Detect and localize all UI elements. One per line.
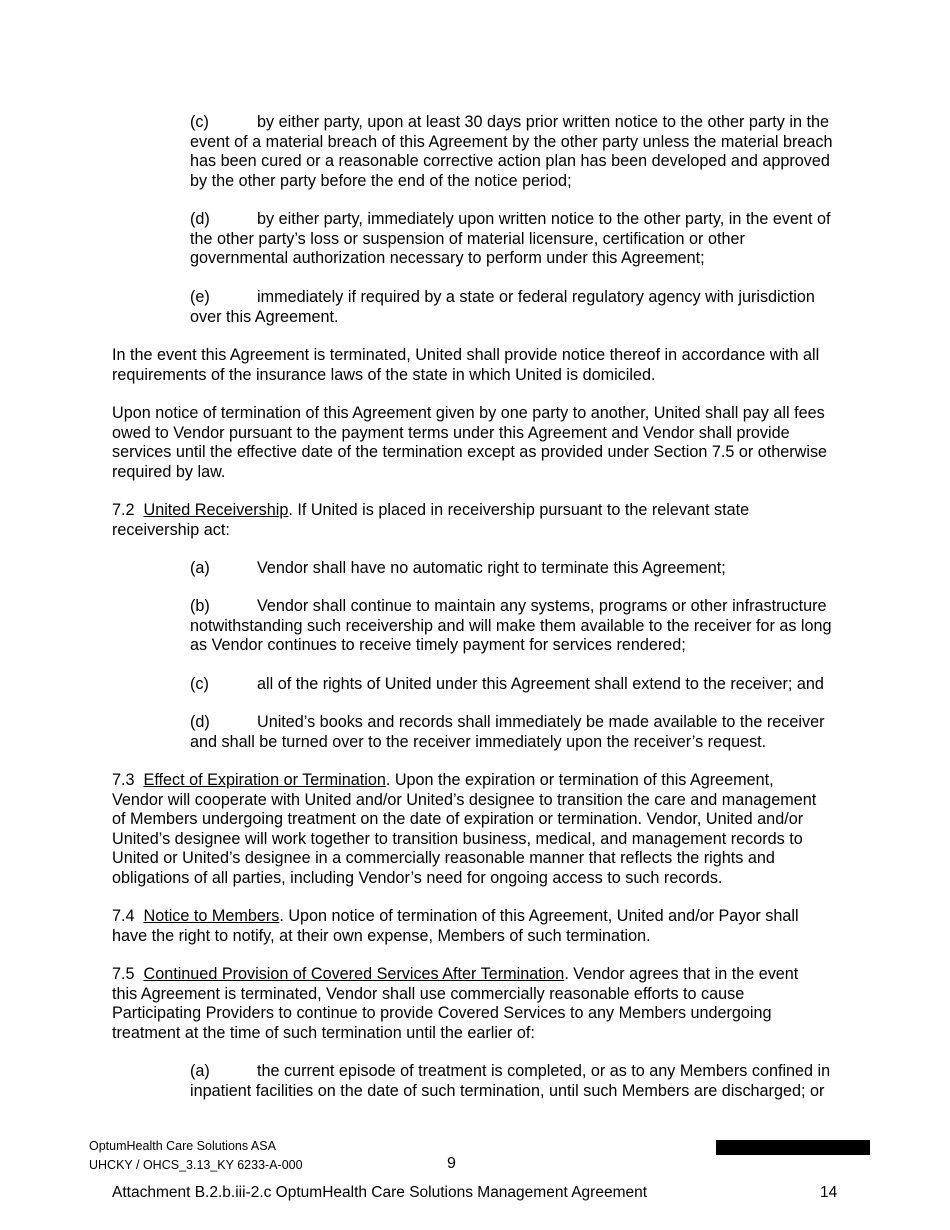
- item-text: inpatient facilities on the date of such termination, until such Members are discharged; or: [190, 1081, 825, 1100]
- list-item: [190, 288, 815, 327]
- item-text: United’s books and records shall immediately be made available to the receiver: [257, 713, 825, 731]
- section-number: 7.2: [112, 501, 135, 519]
- paragraph-line: services until the effective date of the termination except as provided under Section 7.5 or otherwise: [112, 443, 828, 462]
- section-heading: United Receivership: [143, 501, 289, 519]
- item-text: over this Agreement.: [190, 307, 339, 326]
- section-7-4: [112, 907, 799, 946]
- item-text: by either party, immediately upon written notice to the other party, in the event of: [257, 210, 831, 228]
- list-item: [190, 210, 830, 269]
- item-label: (a): [190, 559, 210, 577]
- section-text: have the right to notify, at their own expense, Members of such termination.: [112, 926, 651, 945]
- list-item: [190, 675, 824, 695]
- item-text: by the other party before the end of the notice period;: [190, 171, 572, 190]
- item-label: (e): [190, 288, 210, 306]
- footer-code: UHCKY / OHCS_3.13_KY 6233-A-000: [89, 1158, 303, 1172]
- section-7-3: [112, 771, 816, 889]
- paragraph-line: requirements of the insurance laws of the state in which United is domiciled.: [112, 365, 656, 384]
- section-number: 7.3: [112, 771, 135, 789]
- item-label: (d): [190, 713, 210, 731]
- section-text: obligations of all parties, including Vendor’s need for ongoing access to such records.: [112, 868, 723, 887]
- section-7-2: [112, 501, 749, 540]
- item-label: (a): [190, 1062, 210, 1080]
- list-item: [190, 113, 832, 191]
- item-text: the current episode of treatment is completed, or as to any Members confined in: [257, 1062, 831, 1080]
- item-label: (c): [190, 113, 209, 131]
- list-item: [190, 713, 824, 752]
- item-text: has been cured or a reasonable corrective action plan has been developed and approved: [190, 152, 830, 171]
- section-text: Participating Providers to continue to provide Covered Services to any Members undergoing: [112, 1004, 772, 1023]
- section-number: 7.4: [112, 907, 135, 925]
- list-item: [190, 1062, 830, 1101]
- paragraph-fees: [112, 404, 827, 482]
- section-heading: Continued Provision of Covered Services After Termination: [143, 965, 565, 983]
- item-text: the other party’s loss or suspension of material licensure, certification or other: [190, 229, 745, 248]
- item-text: by either party, upon at least 30 days prior written notice to the other party in the: [257, 113, 829, 131]
- section-heading: Effect of Expiration or Termination: [143, 771, 386, 789]
- item-text: Vendor shall have no automatic right to terminate this Agreement;: [257, 559, 726, 577]
- item-text: notwithstanding such receivership and will make them available to the receiver for as long: [190, 616, 832, 635]
- item-label: (c): [190, 675, 209, 693]
- paragraph-line: owed to Vendor pursuant to the payment terms under this Agreement and Vendor shall provide: [112, 423, 790, 442]
- item-label: (d): [190, 210, 210, 228]
- section-heading: Notice to Members: [143, 907, 280, 925]
- section-text: Vendor will cooperate with United and/or United’s designee to transition the care and management: [112, 790, 817, 809]
- section-number: 7.5: [112, 965, 135, 983]
- section-text: United’s designee will work together to transition business, medical, and management records to: [112, 829, 803, 848]
- paragraph-line: In the event this Agreement is terminated, United shall provide notice thereof in accordance with all: [112, 346, 820, 364]
- footer-company: OptumHealth Care Solutions ASA: [89, 1139, 276, 1153]
- item-text: Vendor shall continue to maintain any systems, programs or other infrastructure: [257, 597, 827, 615]
- item-text: event of a material breach of this Agreement by the other party unless the material breach: [190, 132, 833, 151]
- list-item: [190, 597, 832, 656]
- paragraph-notice: [112, 346, 819, 385]
- section-text: . Upon notice of termination of this Agreement, United and/or Payor shall: [279, 907, 799, 925]
- page-number: 9: [447, 1155, 456, 1172]
- list-item: [190, 559, 726, 579]
- item-text: as Vendor continues to receive timely payment for services rendered;: [190, 636, 686, 655]
- section-text: . If United is placed in receivership pursuant to the relevant state: [288, 501, 750, 519]
- section-text: this Agreement is terminated, Vendor shall use commercially reasonable efforts to cause: [112, 984, 745, 1003]
- section-7-5: [112, 965, 798, 1043]
- paragraph-line: required by law.: [112, 462, 226, 481]
- section-text: treatment at the time of such termination until the earlier of:: [112, 1023, 535, 1042]
- item-text: immediately if required by a state or federal regulatory agency with jurisdiction: [257, 288, 815, 306]
- item-label: (b): [190, 597, 210, 615]
- item-text: governmental authorization necessary to perform under this Agreement;: [190, 249, 705, 268]
- section-text: . Vendor agrees that in the event: [564, 965, 799, 983]
- section-text: . Upon the expiration or termination of this Agreement,: [385, 771, 774, 789]
- section-text: United or United’s designee in a commercially reasonable manner that reflects the rights and: [112, 849, 775, 868]
- item-text: and shall be turned over to the receiver immediately upon the receiver’s request.: [190, 732, 767, 751]
- attachment-title: Attachment B.2.b.iii-2.c OptumHealth Care Solutions Management Agreement: [112, 1184, 648, 1201]
- section-text: of Members undergoing treatment on the date of expiration or termination. Vendor, United and/or: [112, 810, 804, 829]
- section-text: receivership act:: [112, 520, 230, 539]
- paragraph-line: Upon notice of termination of this Agreement given by one party to another, United shall pay all fees: [112, 404, 825, 422]
- attachment-page-number: 14: [820, 1184, 838, 1201]
- redaction-bar: [716, 1140, 870, 1155]
- item-text: all of the rights of United under this Agreement shall extend to the receiver; and: [257, 675, 824, 693]
